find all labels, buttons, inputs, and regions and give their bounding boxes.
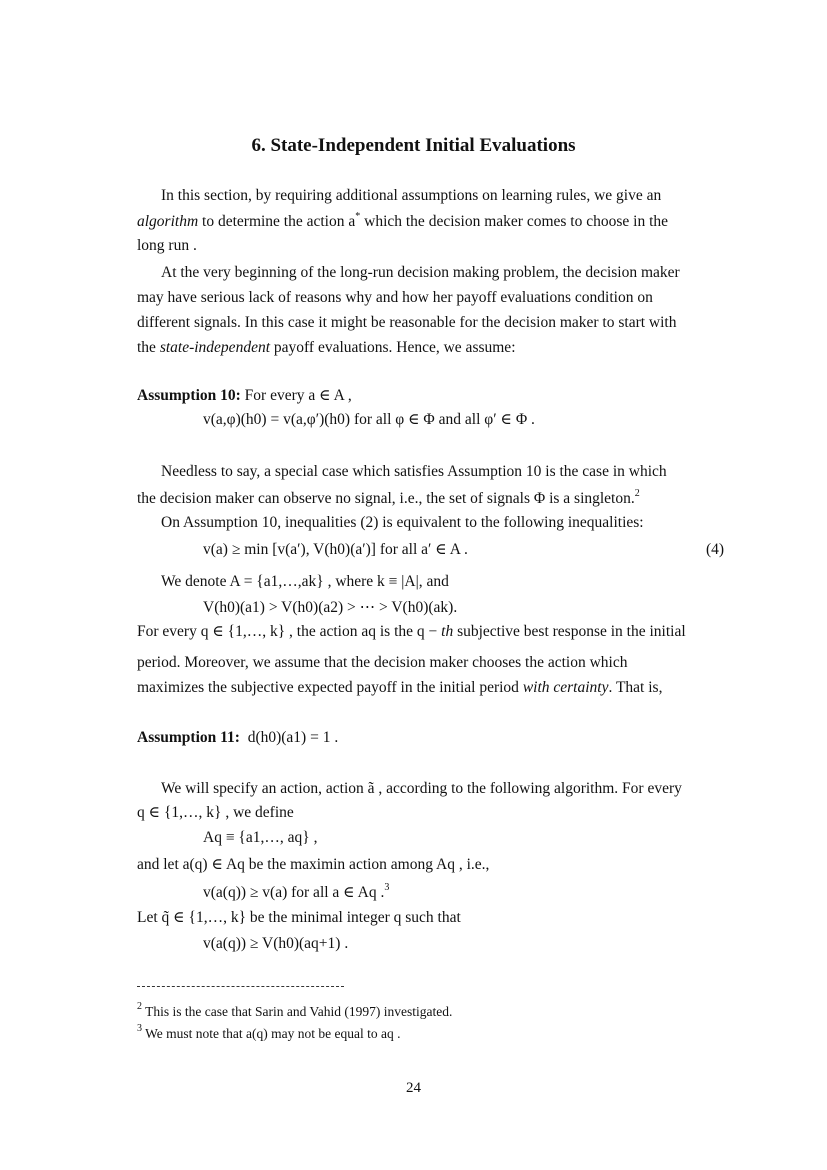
footnote-3-text: We must note that a(q) may not be equal to aq . [145, 1026, 401, 1041]
footnote-divider [137, 986, 344, 987]
para3-line4: We denote A = {a1,…,ak} , where k ≡ |A|, and [161, 573, 449, 590]
para3-line5-em: th [441, 623, 454, 640]
para3-line7-em: with certainty [522, 679, 609, 696]
para2-line3: different signals. In this case it might be reasonable for the decision maker to start with [137, 314, 677, 331]
assumption10-label: Assumption 10: [137, 387, 241, 404]
para1-line2-b: which the decision maker comes to choose in the [360, 213, 669, 230]
para1-emphasis: algorithm [137, 213, 199, 230]
para3-line7-b: . That is, [608, 679, 663, 696]
footnote-ref-3: 3 [384, 882, 390, 893]
para3-line5-a: For every q ∈ {1,…, k} , the action aq is the q − [137, 623, 442, 640]
para3-line7 [137, 676, 662, 700]
para3-line5-b: subjective best response in the initial [453, 623, 686, 640]
para2-line4 [137, 336, 516, 360]
para4-line3: and let a(q) ∈ Aq be the maximin action among Aq , i.e., [137, 856, 490, 873]
para1-line2-a: to determine the action a [198, 213, 356, 230]
footnote-ref-2: 2 [634, 488, 640, 499]
para4-line4: Let q̃ ∈ {1,…, k} be the minimal integer q such that [137, 909, 461, 926]
para1-line1: In this section, by requiring additional assumptions on learning rules, we give an [161, 187, 662, 204]
assumption11-line [137, 726, 338, 750]
assumption10-formula: v(a,φ)(h0) = v(a,φ′)(h0) for all φ ∈ Φ and all φ′ ∈ Φ . [203, 411, 535, 428]
assumption11-formula: d(h0)(a1) = 1 . [247, 729, 339, 746]
para1-line2 [137, 209, 668, 234]
para2-line4-b: payoff evaluations. Hence, we assume: [270, 339, 516, 356]
para4-line1: We will specify an action, action ã , according to the following algorithm. For every [161, 780, 682, 797]
assumption10-text: For every a ∈ A , [240, 387, 352, 404]
footnote-2 [137, 999, 452, 1023]
footnote-2-mark: 2 [137, 1001, 142, 1012]
equation-7-text: v(a(q)) ≥ v(a) for all a ∈ Aq . [203, 884, 385, 901]
para2-line4-a: the [137, 339, 160, 356]
assumption10-line [137, 384, 352, 408]
para3-line5 [137, 620, 686, 644]
para3-line6: period. Moreover, we assume that the decision maker chooses the action which [137, 654, 628, 671]
equation-8: v(a(q)) ≥ V(h0)(aq+1) . [203, 935, 349, 952]
para2-line1: At the very beginning of the long-run decision making problem, the decision maker [161, 264, 680, 281]
section-title: 6. State-Independent Initial Evaluations [251, 135, 576, 156]
equation-5: V(h0)(a1) > V(h0)(a2) > ⋯ > V(h0)(ak). [203, 599, 458, 616]
para3-line3: On Assumption 10, inequalities (2) is equivalent to the following inequalities: [161, 514, 644, 531]
para2-emphasis: state-independent [159, 339, 271, 356]
footnote-3-mark: 3 [137, 1023, 142, 1034]
equation-4: v(a) ≥ min [v(a′), V(h0)(a′)] for all a′ ∈ A . [203, 541, 468, 558]
footnote-3 [137, 1021, 400, 1045]
para3-line7-a: maximizes the subjective expected payoff in the initial period [137, 679, 523, 696]
para2-line2: may have serious lack of reasons why and how her payoff evaluations condition on [137, 289, 653, 306]
para1-line2-sup: * [355, 211, 361, 222]
assumption11-label: Assumption 11: [137, 729, 240, 746]
footnote-2-text: This is the case that Sarin and Vahid (1997) investigated. [145, 1004, 453, 1019]
equation-4-number: (4) [706, 541, 725, 558]
para3-line2-text: the decision maker can observe no signal, i.e., the set of signals Φ is a singleton. [137, 490, 635, 507]
para3-line1: Needless to say, a special case which satisfies Assumption 10 is the case in which [161, 463, 667, 480]
equation-7 [203, 880, 389, 905]
para4-line2: q ∈ {1,…, k} , we define [137, 804, 294, 821]
page-number: 24 [406, 1080, 421, 1096]
equation-6: Aq ≡ {a1,…, aq} , [203, 829, 318, 846]
para3-line2 [137, 486, 640, 511]
para1-line3: long run . [137, 237, 197, 254]
